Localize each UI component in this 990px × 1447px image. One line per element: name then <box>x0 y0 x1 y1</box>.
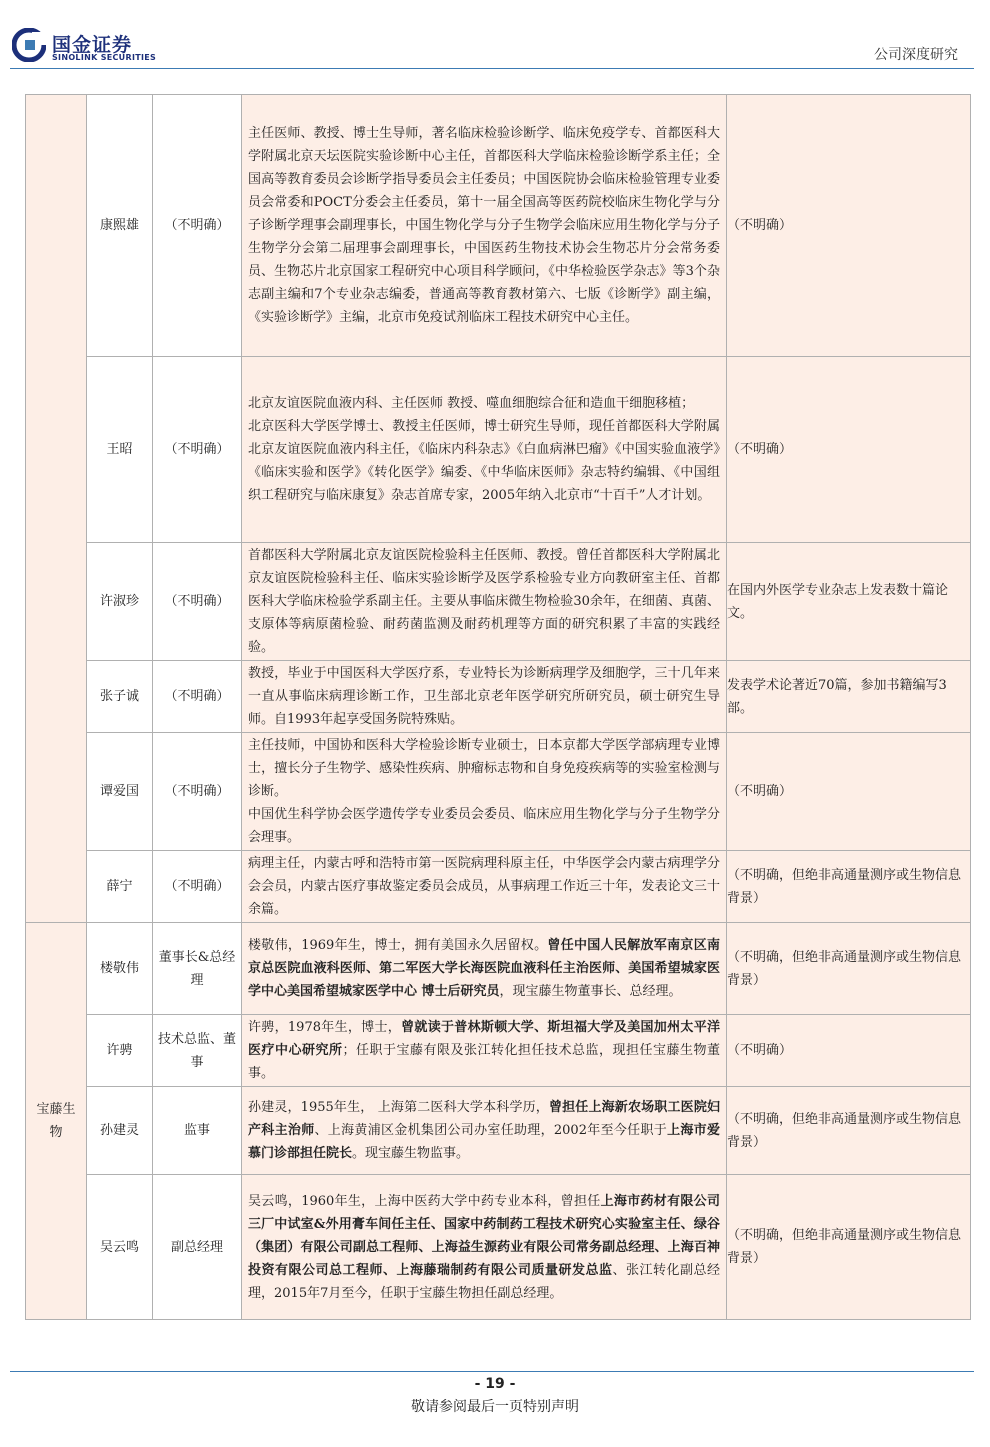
person-name: 楼敬伟 <box>87 923 153 1015</box>
company-cell <box>26 95 87 923</box>
bio-text: 许骋，1978年生，博士， <box>248 1020 402 1035</box>
bio-highlight: 曾就读于普林斯顿大学、斯坦福大学及美国加州太平洋医疗中心研究所 <box>248 1020 720 1058</box>
bio-text: 北京医科大学医学博士、教授主任医师，博士研究生导师，现任首都医科大学附属北京友谊医院血液内科主任，《临床内科杂志》《白血病淋巴瘤》《中国实验血液学》《临床实验和医学》《转化医学》编委、《中华临床医师》杂志特约编辑、《中国组织工程研究与临床康复》杂志首席专家，2005年纳入北京市“十百千”人才计划。 <box>248 419 720 503</box>
table-row <box>26 357 971 543</box>
bio-text: 教授，毕业于中国医科大学医疗系，专业特长为诊断病理学及细胞学，三十几年来一直从事临床病理诊断工作，卫生部北京老年医学研究所研究员，硕士研究生导师。自1993年起享受国务院特殊贴。 <box>248 666 720 727</box>
sinolink-logo-icon <box>12 28 46 62</box>
bio-text: 主任技师，中国协和医科大学检验诊断专业硕士，日本京都大学医学部病理专业博士，擅长分子生物学、感染性疾病、肿瘤标志物和自身免疫疾病等的实验室检测与诊断。 <box>248 738 720 799</box>
table-row <box>26 1175 971 1320</box>
table-row <box>26 733 971 851</box>
table-row <box>26 851 971 923</box>
page-header <box>0 0 990 70</box>
person-note: （不明确） <box>727 1015 971 1087</box>
person-bio <box>242 851 727 923</box>
bio-text: 、上海黄浦区金机集团公司办室任助理，2002年至今任职于 <box>314 1123 668 1138</box>
person-name: 孙建灵 <box>87 1087 153 1175</box>
person-bio <box>242 95 727 357</box>
bio-text: 病理主任，内蒙古呼和浩特市第一医院病理科原主任，中华医学会内蒙古病理学分会会员，内蒙古医疗事故鉴定委员会成员，从事病理工作近三十年，发表论文三十余篇。 <box>248 856 720 917</box>
management-table <box>25 94 971 1320</box>
person-bio <box>242 1175 727 1320</box>
footer-disclaimer: 敬请参阅最后一页特别声明 <box>411 1399 579 1415</box>
bio-highlight: 曾担任上海新农场职工医院妇产科主治师 <box>248 1100 720 1138</box>
person-name: 许骋 <box>87 1015 153 1087</box>
table-row <box>26 661 971 733</box>
person-bio <box>242 733 727 851</box>
bio-text: 首都医科大学附属北京友谊医院检验科主任医师、教授。曾任首都医科大学附属北京友谊医院检验科主任、临床实验诊断学及医学系检验专业方向教研室主任、首都医科大学临床检验学系副主任。主要从事临床微生物检验30余年，在细菌、真菌、支原体等病原菌检验、耐药菌监测及耐药机理等方面的研究积累了丰富的实践经验。 <box>248 548 720 655</box>
person-title: （不明确） <box>153 661 242 733</box>
bio-text: ，现宝藤生物董事长、总经理。 <box>499 984 682 999</box>
person-note: （不明确，但绝非高通量测序或生物信息背景） <box>727 851 971 923</box>
person-name: 张子诚 <box>87 661 153 733</box>
bio-text: 楼敬伟，1969年生，博士，拥有美国永久居留权。 <box>248 938 548 953</box>
bio-text: 中国优生科学协会医学遗传学专业委员会委员、临床应用生物化学与分子生物学分会理事。 <box>248 807 720 845</box>
bio-highlight: 上海市药材有限公司三厂中试室&外用膏车间任主任、国家中药制药工程技术研究心实验室主任、绿谷（集团）有限公司副总工程师、上海益生源药业有限公司常务副总经理、上海百神投资有限公司总工程师、上海藤瑞制药有限公司质量研发总监 <box>248 1193 720 1278</box>
person-name: 许淑珍 <box>87 543 153 661</box>
person-bio <box>242 543 727 661</box>
table-row <box>26 543 971 661</box>
person-note: （不明确，但绝非高通量测序或生物信息背景） <box>727 1175 971 1320</box>
bio-text: 北京友谊医院血液内科、主任医师 教授、噬血细胞综合征和造血干细胞移植； <box>248 396 695 411</box>
person-title: 董事长&总经理 <box>153 923 242 1015</box>
page-number: - 19 - <box>474 1376 516 1392</box>
person-title: （不明确） <box>153 543 242 661</box>
bio-text: 、张江转化副总经理，2015年7月至今，任职于宝藤生物担任副总经理。 <box>248 1262 720 1301</box>
bio-highlight: 曾任中国人民解放军南京区南京总医院血液科医师、第二军医大学长海医院血液科任主治医师、美国希望城家医学中心美国希望城家医学中心 博士后研究员 <box>248 938 720 999</box>
person-note: 在国内外医学专业杂志上发表数十篇论文。 <box>727 543 971 661</box>
person-name: 康熙雄 <box>87 95 153 357</box>
person-title: （不明确） <box>153 851 242 923</box>
person-title: （不明确） <box>153 733 242 851</box>
person-name: 薛宁 <box>87 851 153 923</box>
person-bio <box>242 923 727 1015</box>
brand-name-en: SINOLINK SECURITIES <box>52 53 157 62</box>
table-row <box>26 1087 971 1175</box>
person-name: 谭爱国 <box>87 733 153 851</box>
bio-text: 。现宝藤生物监事。 <box>352 1146 470 1161</box>
bio-text: 主任医师、教授、博士生导师，著名临床检验诊断学、临床免疫学专、首都医科大学附属北京天坛医院实验诊断中心主任，首都医科大学临床检验诊断学系主任；全国高等教育委员会诊断学指导委员会主任委员；中国医院协会临床检验管理专业委员会常委和POCT分委会主任委员，第十一届全国高等医药院校临床生物化学与分子诊断学理事会副理事长，中国生物化学与分子生物学会临床应用生物化学与分子生物学分会第二届理事会副理事长，中国医药生物技术协会生物芯片分会常务委员、生物芯片北京国家工程研究中心项目科学顾问，《中华检验医学杂志》等3个杂志副主编和7个专业杂志编委，普通高等教育教材第六、七版《诊断学》副主编，《实验诊断学》主编，北京市免疫试剂临床工程技术研究中心主任。 <box>248 126 720 325</box>
person-name: 王昭 <box>87 357 153 543</box>
person-note: （不明确） <box>727 733 971 851</box>
person-note: （不明确，但绝非高通量测序或生物信息背景） <box>727 1087 971 1175</box>
person-note: （不明确，但绝非高通量测序或生物信息背景） <box>727 923 971 1015</box>
table-row <box>26 1015 971 1087</box>
bio-text: ；任职于宝藤有限及张江转化担任技术总监，现担任宝藤生物董事。 <box>248 1043 720 1081</box>
header-divider <box>10 68 974 69</box>
person-note: （不明确） <box>727 95 971 357</box>
person-bio <box>242 661 727 733</box>
table-body <box>26 95 971 1320</box>
bio-text: 孙建灵，1955年生， 上海第二医科大学本科学历， <box>248 1100 549 1115</box>
person-title: （不明确） <box>153 95 242 357</box>
table-row <box>26 95 971 357</box>
table-row <box>26 923 971 1015</box>
bio-text: 吴云鸣，1960年生，上海中医药大学中药专业本科，曾担任 <box>248 1193 601 1209</box>
company-cell <box>26 923 87 1320</box>
footer-divider <box>10 1371 974 1372</box>
person-title: 副总经理 <box>153 1175 242 1320</box>
brand-name-cn: 国金证券 <box>52 34 133 56</box>
person-title: 技术总监、董事 <box>153 1015 242 1087</box>
person-title: 监事 <box>153 1087 242 1175</box>
person-bio <box>242 357 727 543</box>
person-note: （不明确） <box>727 357 971 543</box>
person-bio <box>242 1087 727 1175</box>
document-type: 公司深度研究 <box>874 47 958 63</box>
person-name: 吴云鸣 <box>87 1175 153 1320</box>
person-title: （不明确） <box>153 357 242 543</box>
person-bio <box>242 1015 727 1087</box>
bio-highlight: 上海市爱慕门诊部担任院长 <box>248 1123 720 1161</box>
person-note: 发表学术论著近70篇，参加书籍编写3部。 <box>727 661 971 733</box>
company-name: 宝藤生物 <box>36 1102 76 1140</box>
